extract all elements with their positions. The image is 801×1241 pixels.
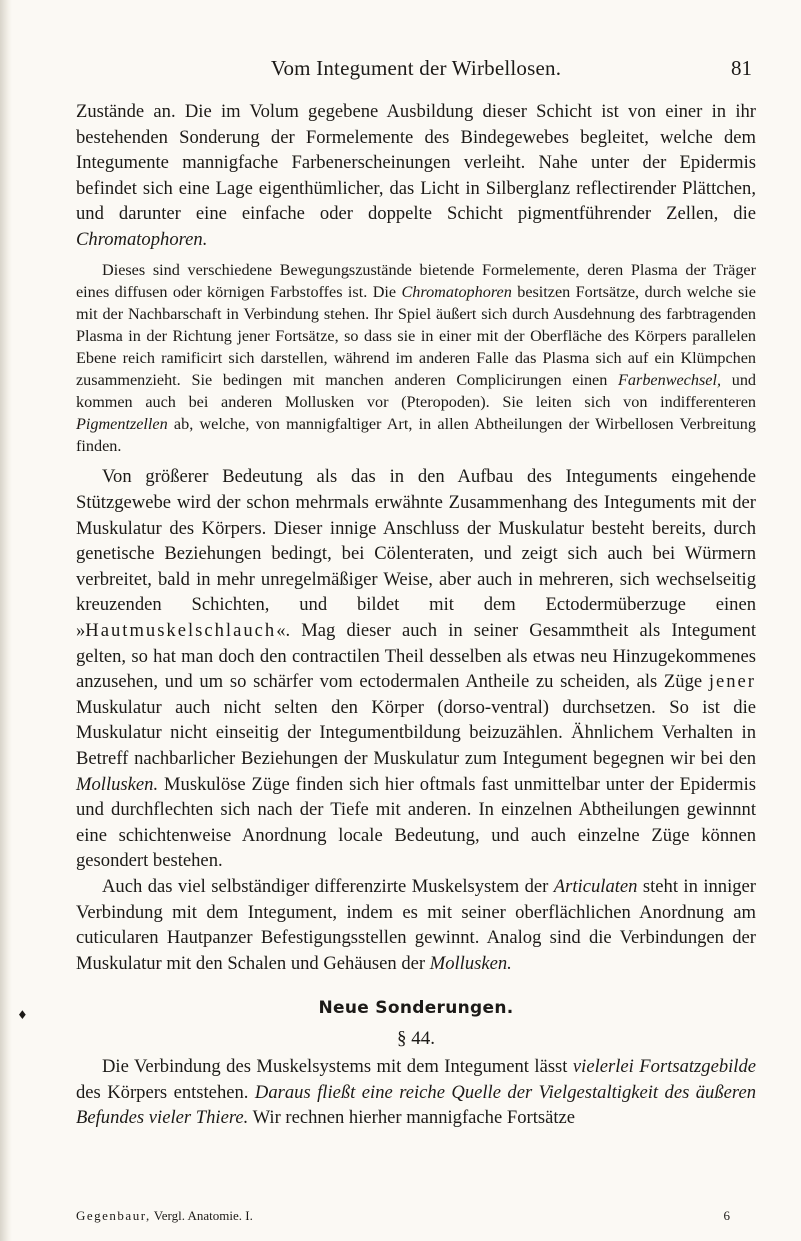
running-header <box>76 56 756 86</box>
italic-run: Pigmentzellen <box>76 415 168 434</box>
footer-publisher: Gegenbaur, <box>76 1208 151 1223</box>
footer-sheet-number: 6 <box>723 1208 730 1223</box>
text-run: des Körpers entstehen. <box>76 1081 255 1103</box>
text-run: Dieses sind verschiedene Bewegungszustände bietende Formelemente, deren Plasma der Träger eines diffusen oder körnigen Farbstoffes ist. Die <box>76 260 756 301</box>
text-run: und kommen auch bei anderen Mollusken vor (Pteropoden). Sie leiten sich von indifferenteren <box>76 371 757 412</box>
text-run: Die Verbindung des Muskelsystems mit dem Integument lässt <box>102 1056 573 1078</box>
text-run: ab, welche, von mannigfaltiger Art, in allen Abtheilungen der Wirbellosen Verbreitung finden. <box>76 415 756 456</box>
italic-run: Mollusken. <box>429 952 512 974</box>
italic-run: Chromatophoren <box>401 282 512 301</box>
paragraph <box>76 874 756 976</box>
footer-work: Vergl. Anatomie. I. <box>150 1208 253 1223</box>
text-run: Auch das viel selbständiger differenzirte Muskelsystem der <box>102 875 554 897</box>
section-number: § 44. <box>397 1028 435 1050</box>
italic-run: Mollusken. <box>76 773 159 795</box>
paragraph <box>76 1054 756 1131</box>
section-heading: Neue Sonderungen. <box>318 998 514 1019</box>
text-run: Muskulöse Züge finden sich hier oftmals fast unmittelbar unter der Epidermis und durchflechten sich nach der Tiefe mit anderen. In einzelnen Abtheilungen gewinnnt eine schichtenweise Anordnung locale Bedeutung, und auch einzelne Züge können gesondert bestehen. <box>76 773 756 872</box>
italic-run: Daraus fließt eine reiche Quelle der Vielgestaltigkeit des äußeren Befundes vieler Thiere. <box>76 1081 756 1129</box>
page-gutter-shadow <box>0 0 12 1241</box>
page-footer <box>76 1208 756 1228</box>
italic-run: Chromatophoren. <box>76 228 208 250</box>
body-text <box>76 99 756 1131</box>
italic-run: vielerlei Fortsatzgebilde <box>572 1056 757 1078</box>
paragraph <box>76 464 756 874</box>
text-run: steht in inniger Verbindung mit dem Integument, indem es mit seiner oberflächlichen Anordnung am cuticularen Hautpanzer Befestigungsstellen gewinnt. Analog sind die Verbindungen der Muskulatur mit den Schalen und Gehäusen der <box>76 875 756 974</box>
text-run: Muskulatur auch nicht selten den Körper (dorso-ventral) durchsetzen. So ist die Muskulatur nicht einseitig der Integumentbildung beizuzählen. Ähnlichem Verhalten in Betreff nachbarlicher Beziehungen der Muskulatur zum Integument begegnen wir bei den <box>76 696 756 769</box>
text-run: «. Mag dieser auch in seiner Gesammtheit als Integument gelten, so hat man doch den contractilen Theil desselben als etwas neu Hinzugekommenes anzusehen, und um so schärfer vom ectodermalen Antheile zu scheiden, als Züge <box>76 619 756 693</box>
letterspaced-run: Hautmuskelschlauch <box>85 619 277 641</box>
text-run: Zustände an. Die im Volum gegebene Ausbildung dieser Schicht ist von einer in ihr bestehenden Sonderung der Formelemente des Bindegewebes begleitet, welche dem Integumente mannigfache Farbenerscheinungen verleiht. Nahe unter der Epidermis befindet sich eine Lage eigenthümlicher, das Licht in Silberglanz reflectirender Plättchen, und darunter eine einfache oder doppelte Schicht pigmentführender Zellen, die <box>76 101 756 225</box>
paragraph-small-print <box>76 259 756 458</box>
letterspaced-run: jener <box>708 671 756 693</box>
text-run: Von größerer Bedeutung als das in den Aufbau des Integuments eingehende Stützgewebe wird der schon mehrmals erwähnte Zusammenhang des Integuments mit der Muskulatur des Körpers. Dieser innige Anschluss der Muskulatur besteht bereits, durch genetische Beziehungen bedingt, bei Cölenteraten, und zeigt sich auch bei Würmern verbreitet, bald in mehr unregelmäßiger Weise, aber auch in mehreren, sich wechselseitig kreuzenden Schichten, und bildet mit dem Ectodermüberzuge einen » <box>76 466 756 641</box>
italic-run: Articulaten <box>553 875 638 897</box>
running-title: Vom Integument der Wirbellosen. <box>270 56 562 80</box>
page-number: 81 <box>731 56 752 80</box>
footer-signature-line <box>76 1208 253 1223</box>
italic-run: Farbenwechsel, <box>618 371 721 390</box>
paragraph <box>76 99 756 253</box>
text-run: besitzen Fortsätze, durch welche sie mit der Nachbarschaft in Verbindung stehen. Ihr Spiel äußert sich durch Ausdehnung des farbtragenden Plasma in der Richtung jener Fortsätze, so dass sie in einer mit der Oberfläche des Körpers parallelen Ebene reich ramificirt sich darstellen, während im anderen Falle das Plasma sich auf ein Klümpchen zusammenzieht. Sie bedingen mit manchen anderen Complicirungen einen <box>76 282 756 390</box>
text-run: Wir rechnen hierher mannigfache Fortsätze <box>248 1107 576 1129</box>
margin-mark: ♦ <box>17 1008 28 1022</box>
